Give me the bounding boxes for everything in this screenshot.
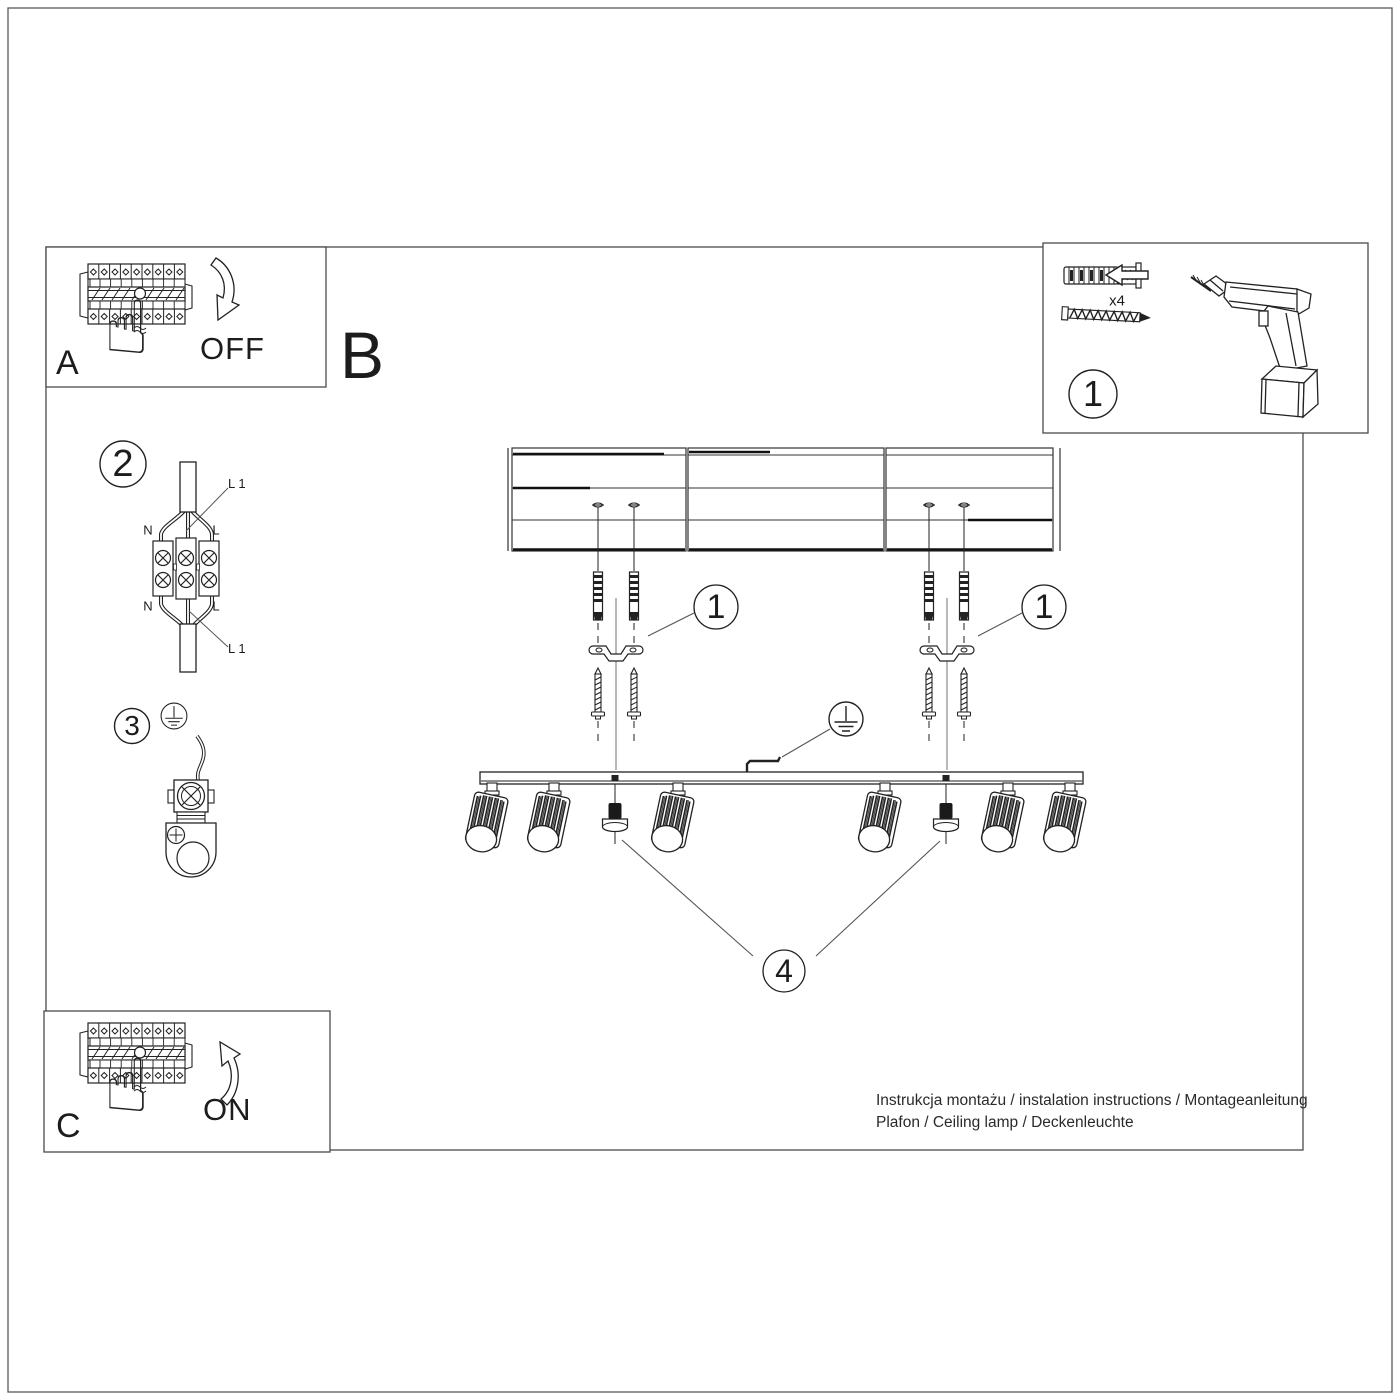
wall-anchor: [629, 572, 639, 620]
callout-1-right-number: 1: [1034, 588, 1054, 626]
wall-plug-icon: [1064, 263, 1148, 288]
wire-l1-top-label: L 1: [228, 476, 246, 491]
terminal-l-top-label: L: [212, 522, 220, 538]
earth-ground-icon: [829, 702, 863, 736]
supply-cable: [180, 462, 196, 512]
callout-4-number: 4: [775, 953, 793, 989]
wall-anchor: [959, 572, 969, 620]
earth-ground-icon: [161, 703, 187, 729]
terminal-n-top-label: N: [143, 522, 153, 538]
step-3-number: 3: [124, 710, 140, 741]
pointing-hand-icon: ☝︎: [104, 285, 150, 371]
footer-line-1: Instrukcja montażu / instalation instructions / Montageanleitung: [876, 1092, 1308, 1109]
off-label: OFF: [200, 331, 265, 366]
terminal-l-bottom-label: L: [212, 598, 220, 614]
step-1-number: 1: [1082, 373, 1104, 414]
section-b-label: B: [340, 318, 385, 392]
wire-l1-bottom-label: L 1: [228, 641, 246, 656]
wall-anchor: [924, 572, 934, 620]
terminal-n-bottom-label: N: [143, 598, 153, 614]
panel-a-label: A: [56, 344, 79, 382]
on-label: ON: [203, 1092, 252, 1127]
lamp-cable: [180, 624, 196, 672]
anchor-quantity-label: x4: [1109, 292, 1125, 310]
wall-anchor: [593, 572, 603, 620]
panel-c-label: C: [56, 1107, 81, 1145]
footer-text: [876, 1090, 1308, 1134]
pointing-hand-icon: ☝︎: [104, 1043, 150, 1129]
lamp-bar: [480, 772, 1083, 784]
callout-1-left-number: 1: [706, 588, 726, 626]
step-2-number: 2: [112, 443, 134, 485]
footer-line-2: Plafon / Ceiling lamp / Deckenleuchte: [876, 1114, 1134, 1131]
